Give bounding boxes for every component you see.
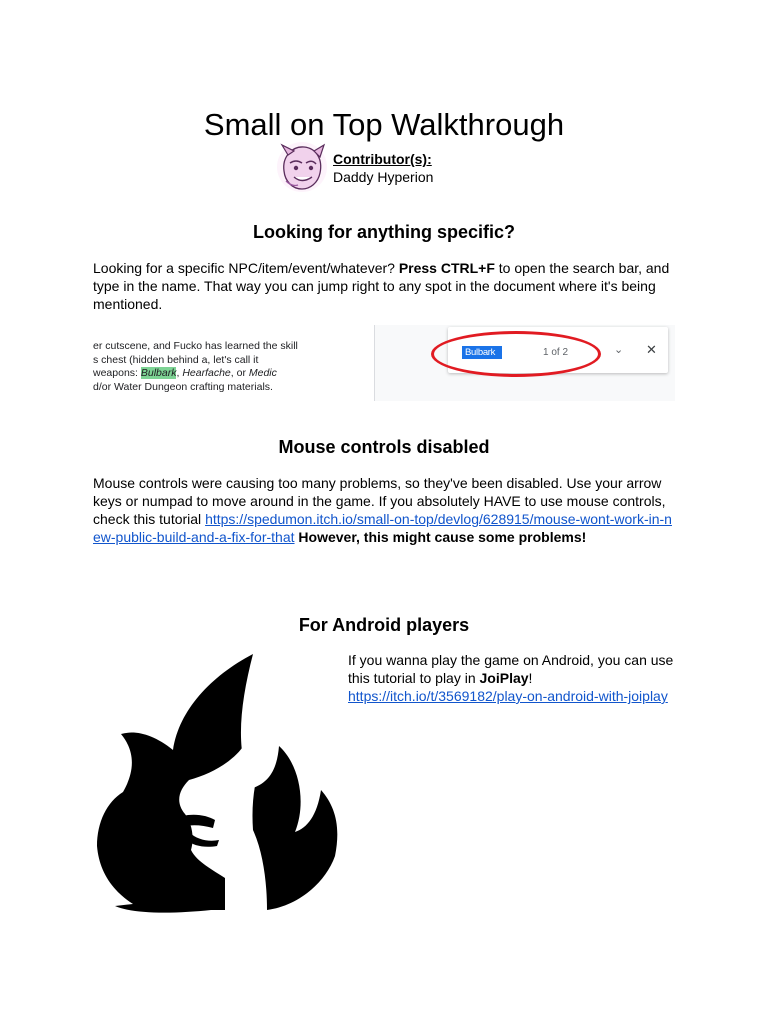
android-text-after: !	[528, 670, 533, 686]
page-title: Small on Top Walkthrough	[203, 106, 565, 142]
mouse-text: Mouse controls were causing too many problems, so they've been disabled. Use your arrow keys or numpad to move around in the game. If you absolutely HAVE to use mouse controls, check this tutorial	[93, 475, 666, 527]
snippet-line-start: weapons:	[93, 367, 141, 379]
snippet-line	[93, 367, 313, 381]
android-heading: For Android players	[298, 615, 470, 635]
search-instructions	[93, 259, 678, 313]
mouse-warning: However, this might cause some problems!	[298, 529, 587, 545]
contributor-avatar	[276, 141, 328, 193]
snippet-term: Hearfache	[182, 367, 231, 379]
mouse-heading: Mouse controls disabled	[278, 437, 490, 457]
snippet-line: s chest (hidden behind a, let's call it	[93, 353, 259, 366]
android-paragraph	[348, 651, 678, 705]
contributor-block	[333, 150, 433, 186]
snippet-sep: ,	[176, 367, 183, 379]
find-input[interactable]: Bulbark	[462, 346, 502, 359]
search-text-after: to open the search bar, and type in the name. That way you can jump right to any spot in the document where it's being mentioned.	[93, 260, 670, 312]
find-count: 1 of 2	[543, 347, 569, 358]
mouse-fix-link[interactable]: https://spedumon.itch.io/small-on-top/devlog/628915/mouse-wont-work-in-new-public-build-and-a-fix-for-that	[93, 511, 672, 545]
snippet-line: er cutscene, and Fucko has learned the skill	[93, 340, 298, 352]
red-highlight-oval	[431, 331, 601, 377]
android-text-before: If you wanna play the game on Android, you can use this tutorial to play in	[348, 652, 674, 686]
mouse-paragraph	[93, 474, 678, 546]
snippet-line: d/or Water Dungeon crafting materials.	[93, 380, 273, 393]
search-heading: Looking for anything specific?	[252, 222, 515, 242]
search-text-before: Looking for a specific NPC/item/event/whatever?	[93, 260, 399, 276]
joiplay-tutorial-link[interactable]: https://itch.io/t/3569182/play-on-android-with-joiplay	[348, 688, 668, 704]
joiplay-name: JoiPlay	[479, 670, 529, 686]
snippet-term: Medic	[248, 367, 277, 379]
contributor-name: Daddy Hyperion	[333, 169, 434, 185]
highlighted-search-term: Bulbark	[140, 367, 177, 379]
snippet-sep: , or	[230, 367, 249, 379]
close-icon[interactable]: ✕	[646, 342, 657, 357]
search-shortcut: Press CTRL+F	[398, 260, 495, 276]
black-flame-logo-icon	[93, 652, 339, 914]
chevron-down-icon[interactable]: ⌄	[614, 344, 624, 356]
contributor-label: Contributor(s):	[333, 151, 432, 167]
search-illustration-snippet	[93, 340, 313, 400]
